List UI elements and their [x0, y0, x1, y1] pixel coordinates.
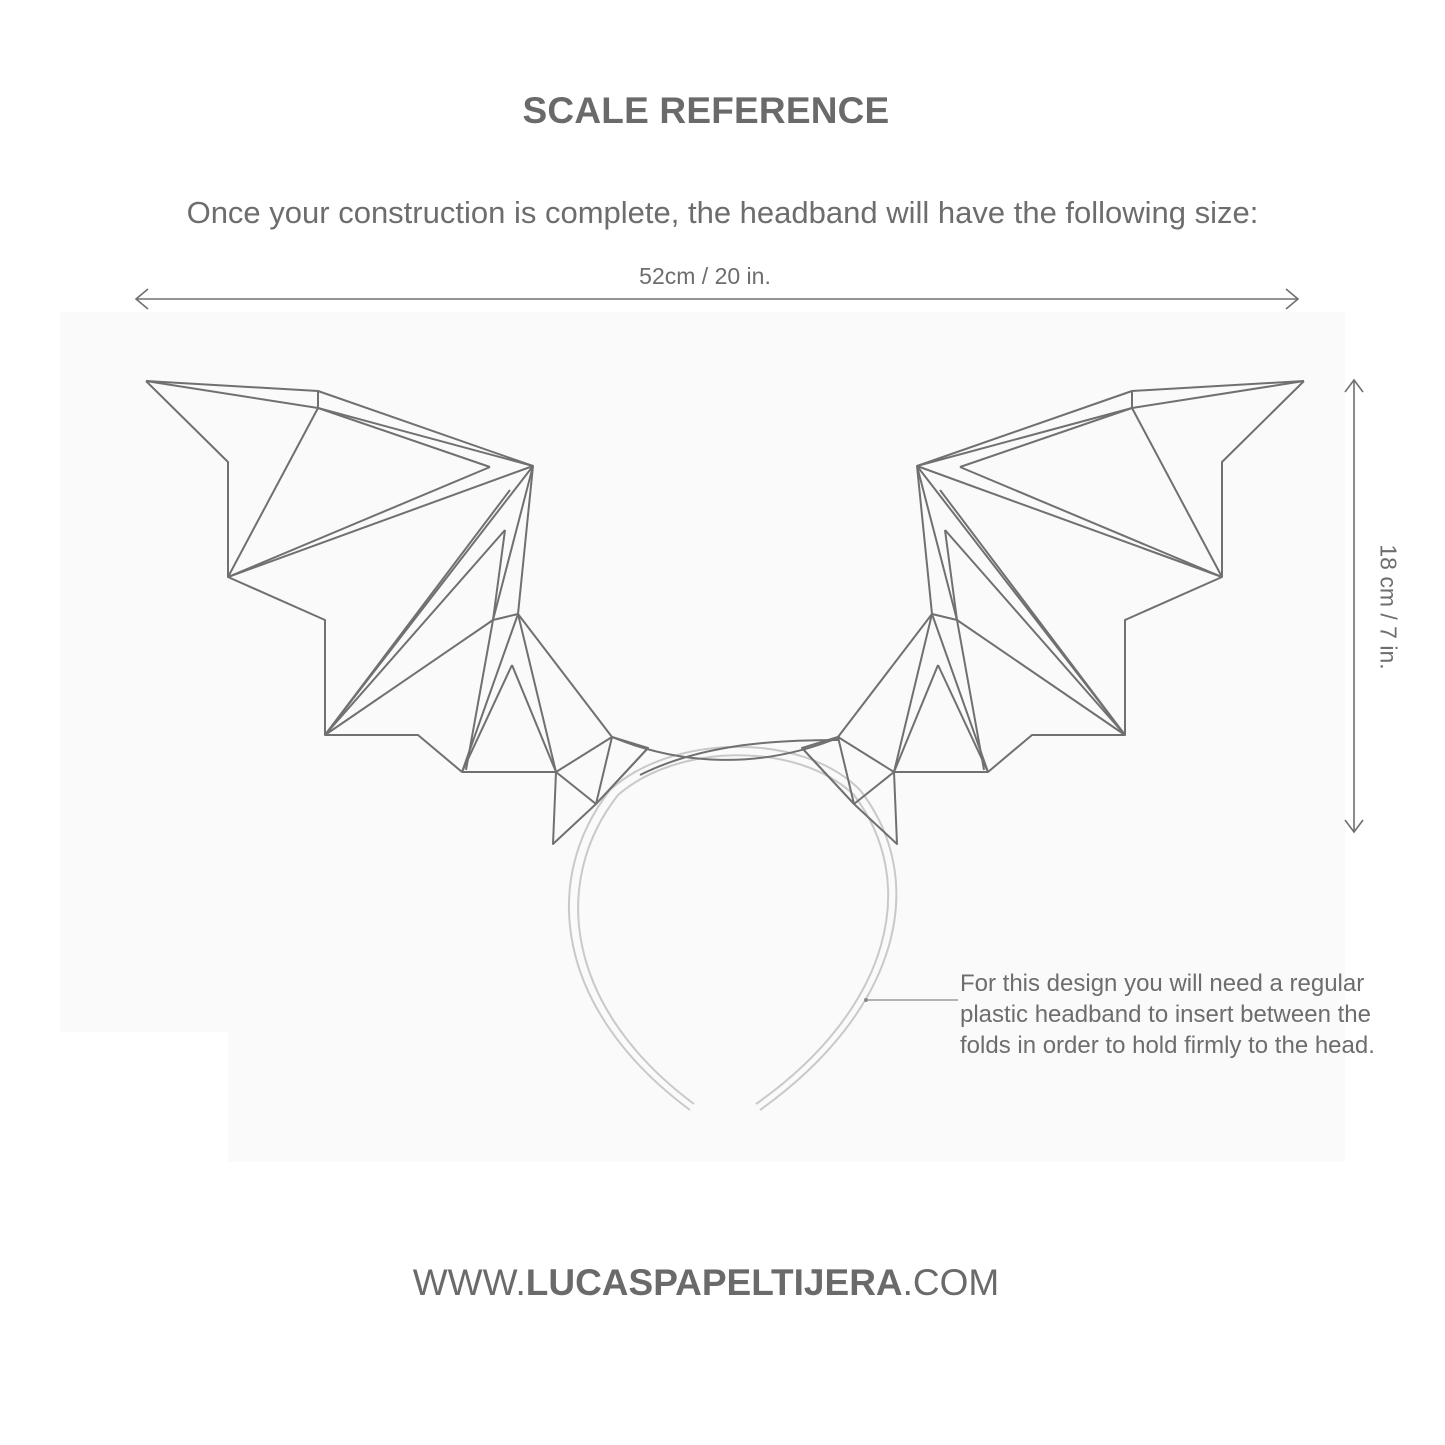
height-dimension-label: 18 cm / 7 in.: [1375, 544, 1402, 670]
page-title: SCALE REFERENCE: [522, 90, 890, 131]
website-url[interactable]: [0, 1262, 1412, 1304]
url-brand: LUCASPAPELTIJERA: [525, 1262, 903, 1303]
headband-note: [960, 968, 1430, 1061]
width-arrow: [136, 289, 1298, 309]
width-dimension-label: 52cm / 20 in.: [639, 263, 771, 289]
url-suffix: .COM: [902, 1262, 1000, 1303]
diagram-backdrop: [60, 312, 1345, 1032]
page-subtitle: Once your construction is complete, the headband will have the following size:: [186, 195, 1259, 230]
height-arrow: [1345, 380, 1363, 832]
note-line: folds in order to hold firmly to the head.: [960, 1032, 1375, 1059]
url-prefix: WWW.: [412, 1262, 526, 1303]
note-line: plastic headband to insert between the: [960, 1001, 1371, 1028]
note-line: For this design you will need a regular: [960, 970, 1365, 997]
